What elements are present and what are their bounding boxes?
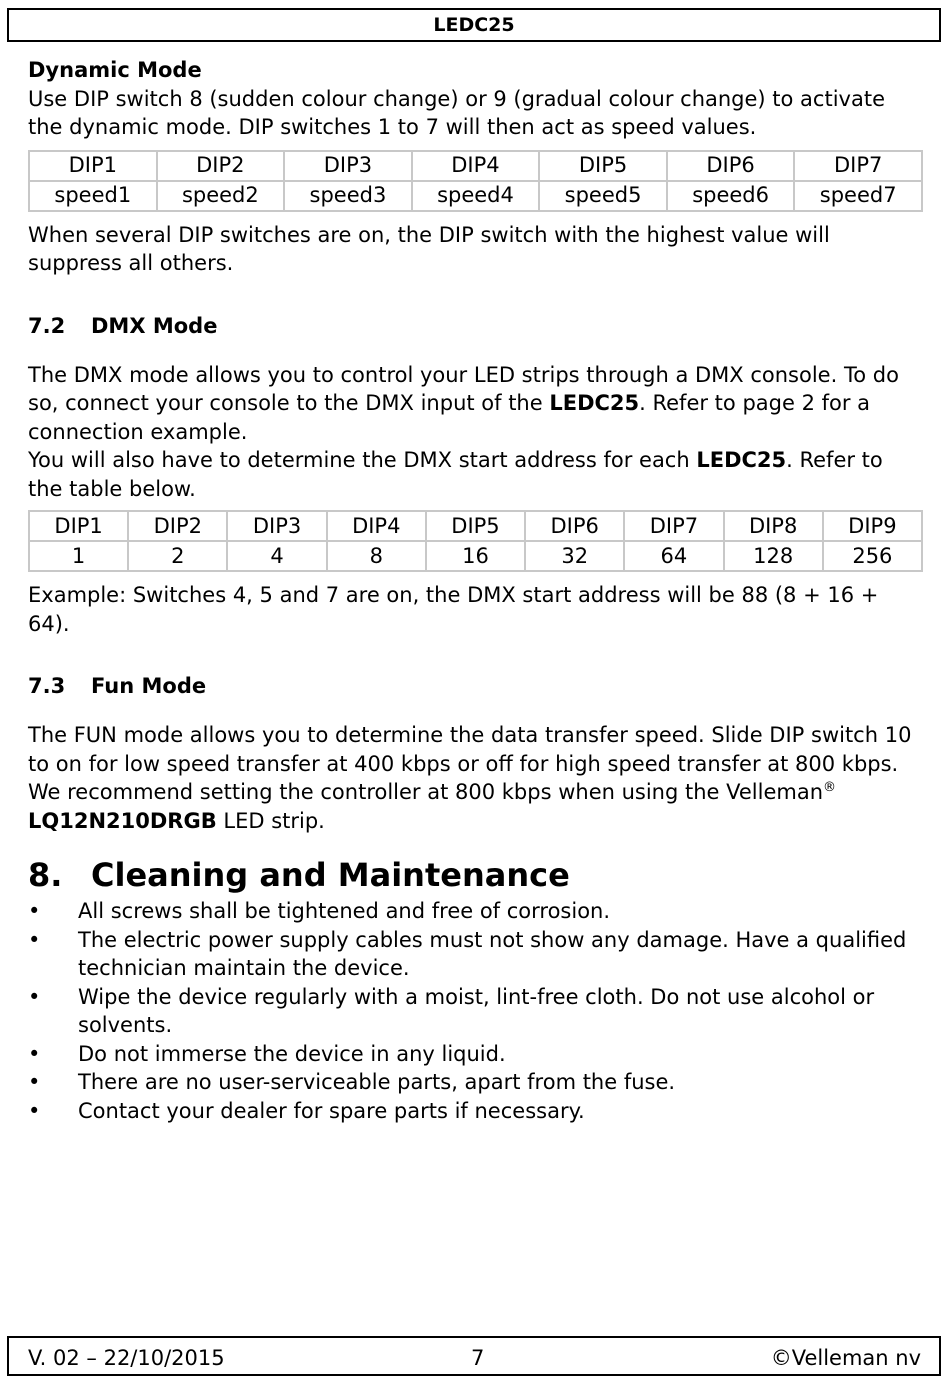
table-header-cell: DIP2 bbox=[157, 151, 285, 181]
list-item-text: The electric power supply cables must not show any damage. Have a qualified technician maintain the device. bbox=[78, 927, 907, 980]
bullet-icon: • bbox=[28, 927, 41, 952]
table-row bbox=[29, 181, 922, 211]
table-row bbox=[29, 151, 922, 181]
table-header-cell: DIP5 bbox=[426, 511, 525, 541]
cleaning-list bbox=[28, 897, 923, 1125]
table-cell: 64 bbox=[624, 541, 723, 571]
fun-mode-paragraph bbox=[28, 721, 923, 835]
page-footer bbox=[7, 1336, 941, 1376]
list-item-text: Wipe the device regularly with a moist, lint-free cloth. Do not use alcohol or solvents. bbox=[78, 984, 875, 1037]
table-cell: 2 bbox=[128, 541, 227, 571]
table-header-cell: DIP4 bbox=[327, 511, 426, 541]
product-name: LEDC25 bbox=[696, 448, 787, 472]
table-row bbox=[29, 511, 922, 541]
list-item-text: There are no user-serviceable parts, apart from the fuse. bbox=[78, 1070, 676, 1094]
table-header-cell: DIP6 bbox=[525, 511, 624, 541]
bullet-icon: • bbox=[28, 1070, 41, 1094]
dynamic-mode-paragraph: Use DIP switch 8 (sudden colour change) or 9 (gradual colour change) to activate the dynamic mode. DIP switches 1 to 7 will then act as speed values. bbox=[28, 86, 885, 139]
table-header-cell: DIP7 bbox=[794, 151, 922, 181]
dmx-paragraph-1 bbox=[28, 361, 923, 447]
list-item-text: Do not immerse the device in any liquid. bbox=[78, 1041, 506, 1066]
dmx-address-table bbox=[28, 510, 923, 572]
chapter-number: 8. bbox=[28, 856, 63, 894]
speed-table bbox=[28, 150, 923, 212]
table-cell: 8 bbox=[327, 541, 426, 571]
list-item bbox=[28, 1068, 923, 1097]
table-header-cell: DIP4 bbox=[412, 151, 540, 181]
table-header-cell: DIP8 bbox=[724, 511, 823, 541]
list-item bbox=[28, 983, 923, 1040]
table-header-cell: DIP3 bbox=[284, 151, 412, 181]
table-cell: 1 bbox=[29, 541, 128, 571]
list-item bbox=[28, 1040, 923, 1069]
text-run: The FUN mode allows you to determine the data transfer speed. Slide DIP switch 10 to on for low speed transfer at 400 kbps or off for high speed transfer at 800 kbps. We recommend setting the controller at 800 kbps when using the Velleman bbox=[28, 723, 912, 804]
list-item bbox=[28, 1097, 923, 1126]
table-header-cell: DIP6 bbox=[667, 151, 795, 181]
text-run: LED strip. bbox=[216, 808, 325, 833]
section-heading-fun bbox=[28, 672, 923, 700]
table-cell: speed2 bbox=[157, 181, 285, 211]
dmx-example: Example: Switches 4, 5 and 7 are on, the DMX start address will be 88 (8 + 16 + 64). bbox=[28, 583, 879, 636]
bullet-icon: • bbox=[28, 984, 41, 1009]
table-cell: speed6 bbox=[667, 181, 795, 211]
text-run: The DMX mode allows you to control your LED strips through a DMX console. To do so, connect your console to the DMX input of the bbox=[28, 362, 899, 415]
table-header-cell: DIP3 bbox=[227, 511, 326, 541]
registered-mark: ® bbox=[823, 780, 837, 795]
table-cell: speed1 bbox=[29, 181, 157, 211]
chapter-title: Cleaning and Maintenance bbox=[91, 856, 570, 894]
list-item-text: All screws shall be tightened and free of corrosion. bbox=[78, 899, 611, 923]
section-title: Fun Mode bbox=[91, 674, 207, 698]
product-name: LQ12N210DRGB bbox=[28, 808, 217, 833]
section-heading-dmx bbox=[28, 312, 923, 340]
bullet-icon: • bbox=[28, 899, 41, 923]
footer-version: V. 02 – 22/10/2015 bbox=[28, 1346, 225, 1370]
dynamic-mode-heading: Dynamic Mode bbox=[28, 58, 202, 82]
header-title: LEDC25 bbox=[433, 14, 515, 36]
list-item-text: Contact your dealer for spare parts if necessary. bbox=[78, 1098, 585, 1123]
table-header-cell: DIP1 bbox=[29, 151, 157, 181]
page-header bbox=[7, 8, 941, 42]
text-run: . Refer to page 2 for a connection example. bbox=[28, 391, 871, 444]
table-row bbox=[29, 541, 922, 571]
text-run: . Refer to the table below. bbox=[28, 448, 883, 501]
dynamic-mode-note: When several DIP switches are on, the DIP switch with the highest value will suppress all others. bbox=[28, 222, 830, 275]
list-item bbox=[28, 897, 923, 926]
table-cell: 32 bbox=[525, 541, 624, 571]
table-cell: 256 bbox=[823, 541, 922, 571]
table-header-cell: DIP1 bbox=[29, 511, 128, 541]
bullet-icon: • bbox=[28, 1098, 41, 1123]
table-cell: speed7 bbox=[794, 181, 922, 211]
table-header-cell: DIP5 bbox=[539, 151, 667, 181]
table-cell: speed4 bbox=[412, 181, 540, 211]
dmx-paragraph-2 bbox=[28, 446, 923, 503]
table-header-cell: DIP2 bbox=[128, 511, 227, 541]
table-header-cell: DIP9 bbox=[823, 511, 922, 541]
chapter-heading-cleaning bbox=[28, 855, 923, 895]
text-run: You will also have to determine the DMX start address for each bbox=[28, 448, 697, 472]
table-cell: 16 bbox=[426, 541, 525, 571]
table-cell: speed3 bbox=[284, 181, 412, 211]
table-cell: 128 bbox=[724, 541, 823, 571]
table-cell: speed5 bbox=[539, 181, 667, 211]
footer-page-number: 7 bbox=[471, 1346, 485, 1370]
page-content bbox=[28, 56, 923, 1125]
list-item bbox=[28, 926, 923, 983]
table-header-cell: DIP7 bbox=[624, 511, 723, 541]
product-name: LEDC25 bbox=[549, 391, 640, 415]
section-number: 7.2 bbox=[28, 313, 66, 338]
bullet-icon: • bbox=[28, 1041, 41, 1066]
section-title: DMX Mode bbox=[91, 313, 218, 338]
section-number: 7.3 bbox=[28, 674, 66, 698]
table-cell: 4 bbox=[227, 541, 326, 571]
footer-copyright: ©Velleman nv bbox=[770, 1346, 921, 1370]
